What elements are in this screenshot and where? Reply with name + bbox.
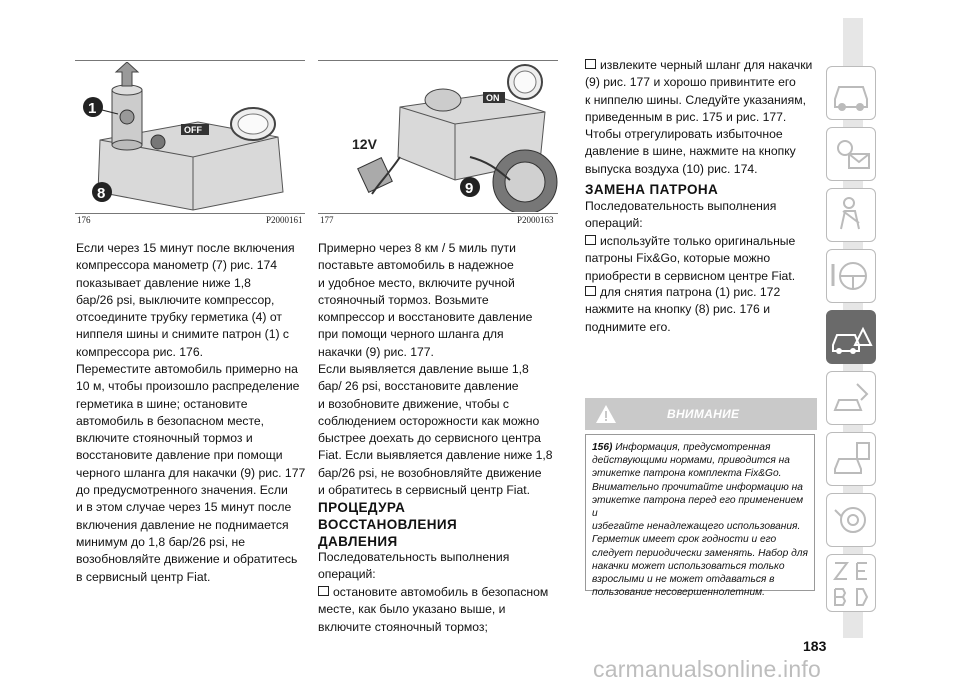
steering-wheel-icon: [827, 250, 875, 302]
tab-safety[interactable]: [826, 188, 876, 242]
tab-warning-lights[interactable]: [826, 127, 876, 181]
figure-177-code: P2000163: [517, 215, 554, 225]
callout-9: 9: [465, 180, 474, 197]
figure-176-compressor-cartridge: [78, 62, 304, 212]
breakdown-icon: [827, 311, 875, 363]
tab-maintenance[interactable]: [826, 371, 876, 425]
col1-paragraph-2: Переместите автомобиль примерно на 10 м, чтобы произошло распределение герметика в шине; остановите автомобиль в безопасном месте, включите стояночный тормоз и восстановите давление при помощи черного шланга для накачки (9) рис. 177 до предусмотренного значения. Если и в этом случае через 15 минут после включения давление не поднимается минимум до 1,8 бар/26 psi, не возобновляйте движение и обратитесь в сервисный центр Fiat.: [76, 362, 306, 584]
warning-text: [592, 441, 808, 599]
figure-177-on-label: ON: [486, 93, 500, 103]
watermark: carmanualsonline.info: [593, 656, 821, 682]
col2-paragraph-2: Если выявляется давление выше 1,8 бар/ 26 psi, восстановите давление и возобновите движение, чтобы с соблюдением осторожности как можно быстрее доехать до сервисного центра Fiat. Если выявляется давление ниже 1,8 бар/26 psi, не возобновляйте движение и обратитесь в сервисный центр Fiat.: [318, 362, 553, 498]
warning-light-icon: [827, 128, 875, 180]
figure-176-off-label: OFF: [184, 125, 202, 135]
figure-177-12v-label: 12V: [352, 136, 377, 152]
figure-176-code: P2000161: [266, 215, 303, 225]
col3-paragraph-2: Последовательность выполнения операций:: [585, 199, 777, 231]
index-icon: [827, 555, 875, 611]
col2-paragraph-3: Последовательность выполнения операций:: [318, 550, 510, 582]
page-number: 183: [803, 638, 827, 654]
col2-heading: ПРОЦЕДУРА ВОССТАНОВЛЕНИЯ ДАВЛЕНИЯ: [318, 500, 458, 549]
tab-car[interactable]: [826, 66, 876, 120]
warning-number: 156): [592, 442, 613, 453]
figure-176-number: 176: [77, 215, 91, 225]
multimedia-icon: [827, 494, 875, 546]
col3-bullet-2: используйте только оригинальные патроны Fix&Go, которые можно приобрести в сервисном центре Fiat.: [585, 233, 825, 285]
maintenance-icon: [827, 372, 875, 424]
warning-body: Информация, предусмотренная действующими нормами, приводится на этикетке патрона комплекта Fix&Go. Внимательно прочитайте информацию на этикетке патрона перед его применением и избегайте ненадлежащего использования. Герметик имеет срок годности и его следует периодически заменять. Набор для накачки может использоваться только взрослыми и не может отдаваться в пользование несовершеннолетним.: [592, 442, 808, 599]
figure-177-number: 177: [320, 215, 334, 225]
col3-paragraph-1: Чтобы отрегулировать избыточное давление в шине, нажмите на кнопку выпуска воздуха (10) рис. 174.: [585, 127, 796, 176]
col3-heading: ЗАМЕНА ПАТРОНА: [585, 182, 719, 197]
col3-bullet-1: извлеките черный шланг для накачки (9) рис. 177 и хорошо привинтите его к ниппелю шины. Следуйте указаниям, приведенным в рис. 175 и рис. 177.: [585, 57, 825, 126]
tab-emergency[interactable]: [826, 310, 876, 364]
tab-index[interactable]: [826, 554, 876, 612]
callout-1: 1: [88, 100, 97, 117]
car-icon: [827, 67, 875, 119]
warning-triangle-icon: [595, 404, 617, 424]
warning-header: [585, 398, 817, 430]
tab-driving[interactable]: [826, 249, 876, 303]
technical-data-icon: [827, 433, 875, 485]
warning-title: ВНИМАНИЕ: [667, 407, 740, 421]
tab-technical-data[interactable]: [826, 432, 876, 486]
col1-paragraph-1: Если через 15 минут после включения компрессора манометр (7) рис. 174 показывает давление ниже 1,8 бар/26 psi, выключите компрессор, отсоедините трубку герметика (4) от ниппеля шины и снимите патрон (1) с компрессора рис. 176.: [76, 241, 295, 359]
warning-box: [585, 434, 815, 599]
col2-paragraph-1: Примерно через 8 км / 5 миль пути поставьте автомобиль в надежное и удобное место, включите ручной стояночный тормоз. Возьмите компрессор и восстановите давление при помощи черного шланга для накачки (9) рис. 177.: [318, 241, 533, 359]
tab-multimedia[interactable]: [826, 493, 876, 547]
callout-8: 8: [97, 185, 106, 202]
col3-bullet-3: для снятия патрона (1) рис. 172 нажмите на кнопку (8) рис. 176 и поднимите его.: [585, 284, 825, 336]
col2-bullet-1: остановите автомобиль в безопасном месте, как было указано выше, и включите стояночный тормоз;: [318, 584, 568, 636]
figure-177-compressor-tyre: [320, 62, 558, 212]
seatbelt-airbag-icon: [827, 189, 875, 241]
